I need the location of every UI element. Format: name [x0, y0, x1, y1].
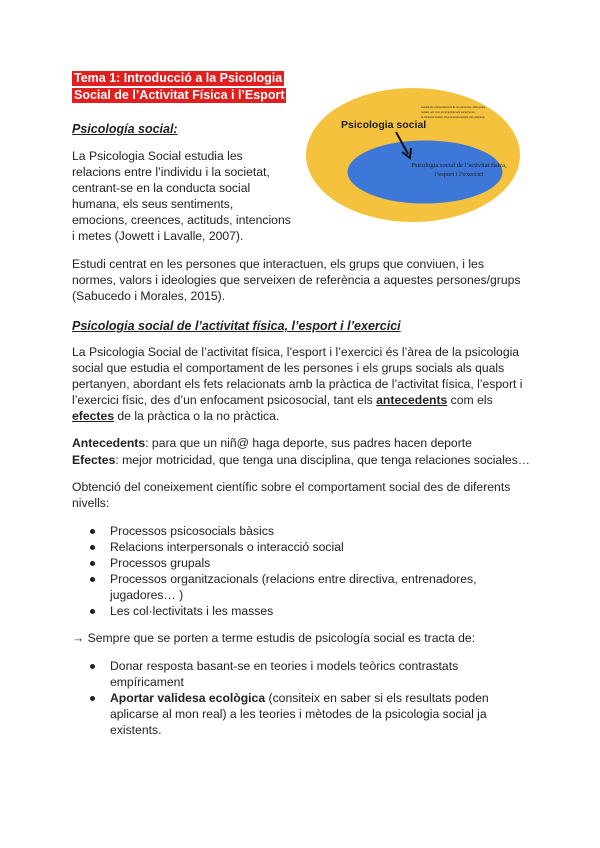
- list-item-text: (consiteix en saber si els resultats poden: [265, 691, 489, 705]
- list-item: [72, 690, 489, 738]
- text-fragment: com els: [447, 393, 493, 407]
- list-item-text: empíricament: [110, 675, 184, 689]
- levels-list: [72, 523, 477, 619]
- list-item-text: existents.: [110, 723, 162, 737]
- study-paragraph: [72, 256, 521, 304]
- efectes-line: [72, 452, 530, 468]
- antecedents-label: Antecedents: [72, 436, 146, 450]
- text-line: relacions entre l’individu i la societat,: [72, 165, 270, 179]
- text-line: nivells:: [72, 496, 110, 510]
- text-line: Obtenció del coneixement científic sobre el comportament social des de diferents: [72, 480, 511, 494]
- text-line: [72, 392, 523, 408]
- text-line: normes, valors i ideologies que serveixen de referència a aquestes persones/grups: [72, 273, 521, 287]
- list-item: Relacions interpersonals o interacció social: [72, 539, 477, 555]
- list-item-text: aplicarse al mon real) a les teories i mètodes de la psicologia social ja: [110, 707, 487, 721]
- text-line: humana, els seus sentiments,: [72, 197, 234, 211]
- text-line: social que estudia el comportament de les persones i els grups socials als quals: [72, 361, 505, 375]
- list-item-continuation: jugadores… ): [110, 588, 184, 602]
- ecological-validity-term: Aportar validesa ecològica: [110, 691, 266, 705]
- text-line: i metes (Jowett i Lavalle, 2007).: [72, 229, 244, 243]
- tasks-list: [72, 658, 489, 738]
- text-line: pertanyen, abordant els fets relacionats amb la pràctica de l’activitat física, l’esport i: [72, 377, 523, 391]
- obtencio-paragraph: [72, 479, 510, 511]
- inner-ellipse-label-line-2: l’esport i l’exercici: [434, 171, 484, 178]
- antecedents-text: : para que un niñ@ haga deporte, sus padres hacen deporte: [145, 436, 472, 450]
- text-line: La Psicologia Social estudia les: [72, 149, 243, 163]
- list-item: Processos grupals: [72, 555, 477, 571]
- efectes-text: : mejor motricidad, que tenga una disciplina, que tenga relaciones sociales…: [115, 453, 530, 467]
- text-line: centrant-se en la conducta social: [72, 181, 251, 195]
- text-line: La Psicologia Social de l’activitat física, l’esport i l’exercici és l’àrea de la psicologia: [72, 345, 520, 359]
- list-item-text: Processos organitzacionals (relacions entre directiva, entrenadores,: [110, 572, 477, 586]
- description-paragraph: [72, 344, 523, 424]
- text-line: Estudi centrat en les persones que interactuen, els grups que conviuen, i les: [72, 257, 484, 271]
- document-title-line-1: Tema 1: Introducció a la Psicologia: [74, 71, 283, 85]
- diagram-note-line: la conducta social i els processos socials i les relacions: [421, 116, 485, 119]
- inner-ellipse-label-line-1: Psicologia social de l’activitat física,: [411, 162, 507, 169]
- diagram-note-line: estudia els comportaments de les persones i dels grups: [421, 106, 486, 109]
- text-line: emocions, creences, actituds, intencions: [72, 213, 291, 227]
- list-item: [72, 658, 489, 690]
- venn-diagram: [304, 86, 522, 224]
- section-heading-psicologia-social: Psicología social:: [72, 122, 178, 136]
- antecedents-line: [72, 435, 472, 451]
- text-line: (Sabucedo i Morales, 2015).: [72, 289, 226, 303]
- diagram-note-line: socials, així com el comportament social humà,: [421, 111, 476, 114]
- efectes-term: efectes: [72, 409, 115, 423]
- text-fragment: de la pràctica o la no pràctica.: [114, 409, 280, 423]
- text-line: [72, 408, 523, 424]
- list-item: Processos psicosocials bàsics: [72, 523, 477, 539]
- list-item: [72, 571, 477, 603]
- arrow-paragraph: → Sempre que se porten a terme estudis de psicología social es tracta de:: [72, 631, 476, 645]
- document-title-line-2: Social de l’Activitat Física i l’Esport: [74, 88, 285, 102]
- intro-paragraph: [72, 148, 291, 244]
- efectes-label: Efectes: [72, 453, 116, 467]
- list-item-text: Donar resposta basant-se en teories i models teòrics contrastats: [110, 659, 459, 673]
- section-heading-activitat-fisica: Psicologia social de l’activitat física, l’esport i l’exercici: [72, 319, 401, 333]
- antecedents-term: antecedents: [376, 393, 448, 407]
- outer-ellipse-label: Psicologia social: [341, 119, 427, 131]
- list-item: Les col·lectivitats i les masses: [72, 603, 477, 619]
- text-line-start: l’exercici físic, des d’un enfocament psicosocial, tant els: [72, 393, 377, 407]
